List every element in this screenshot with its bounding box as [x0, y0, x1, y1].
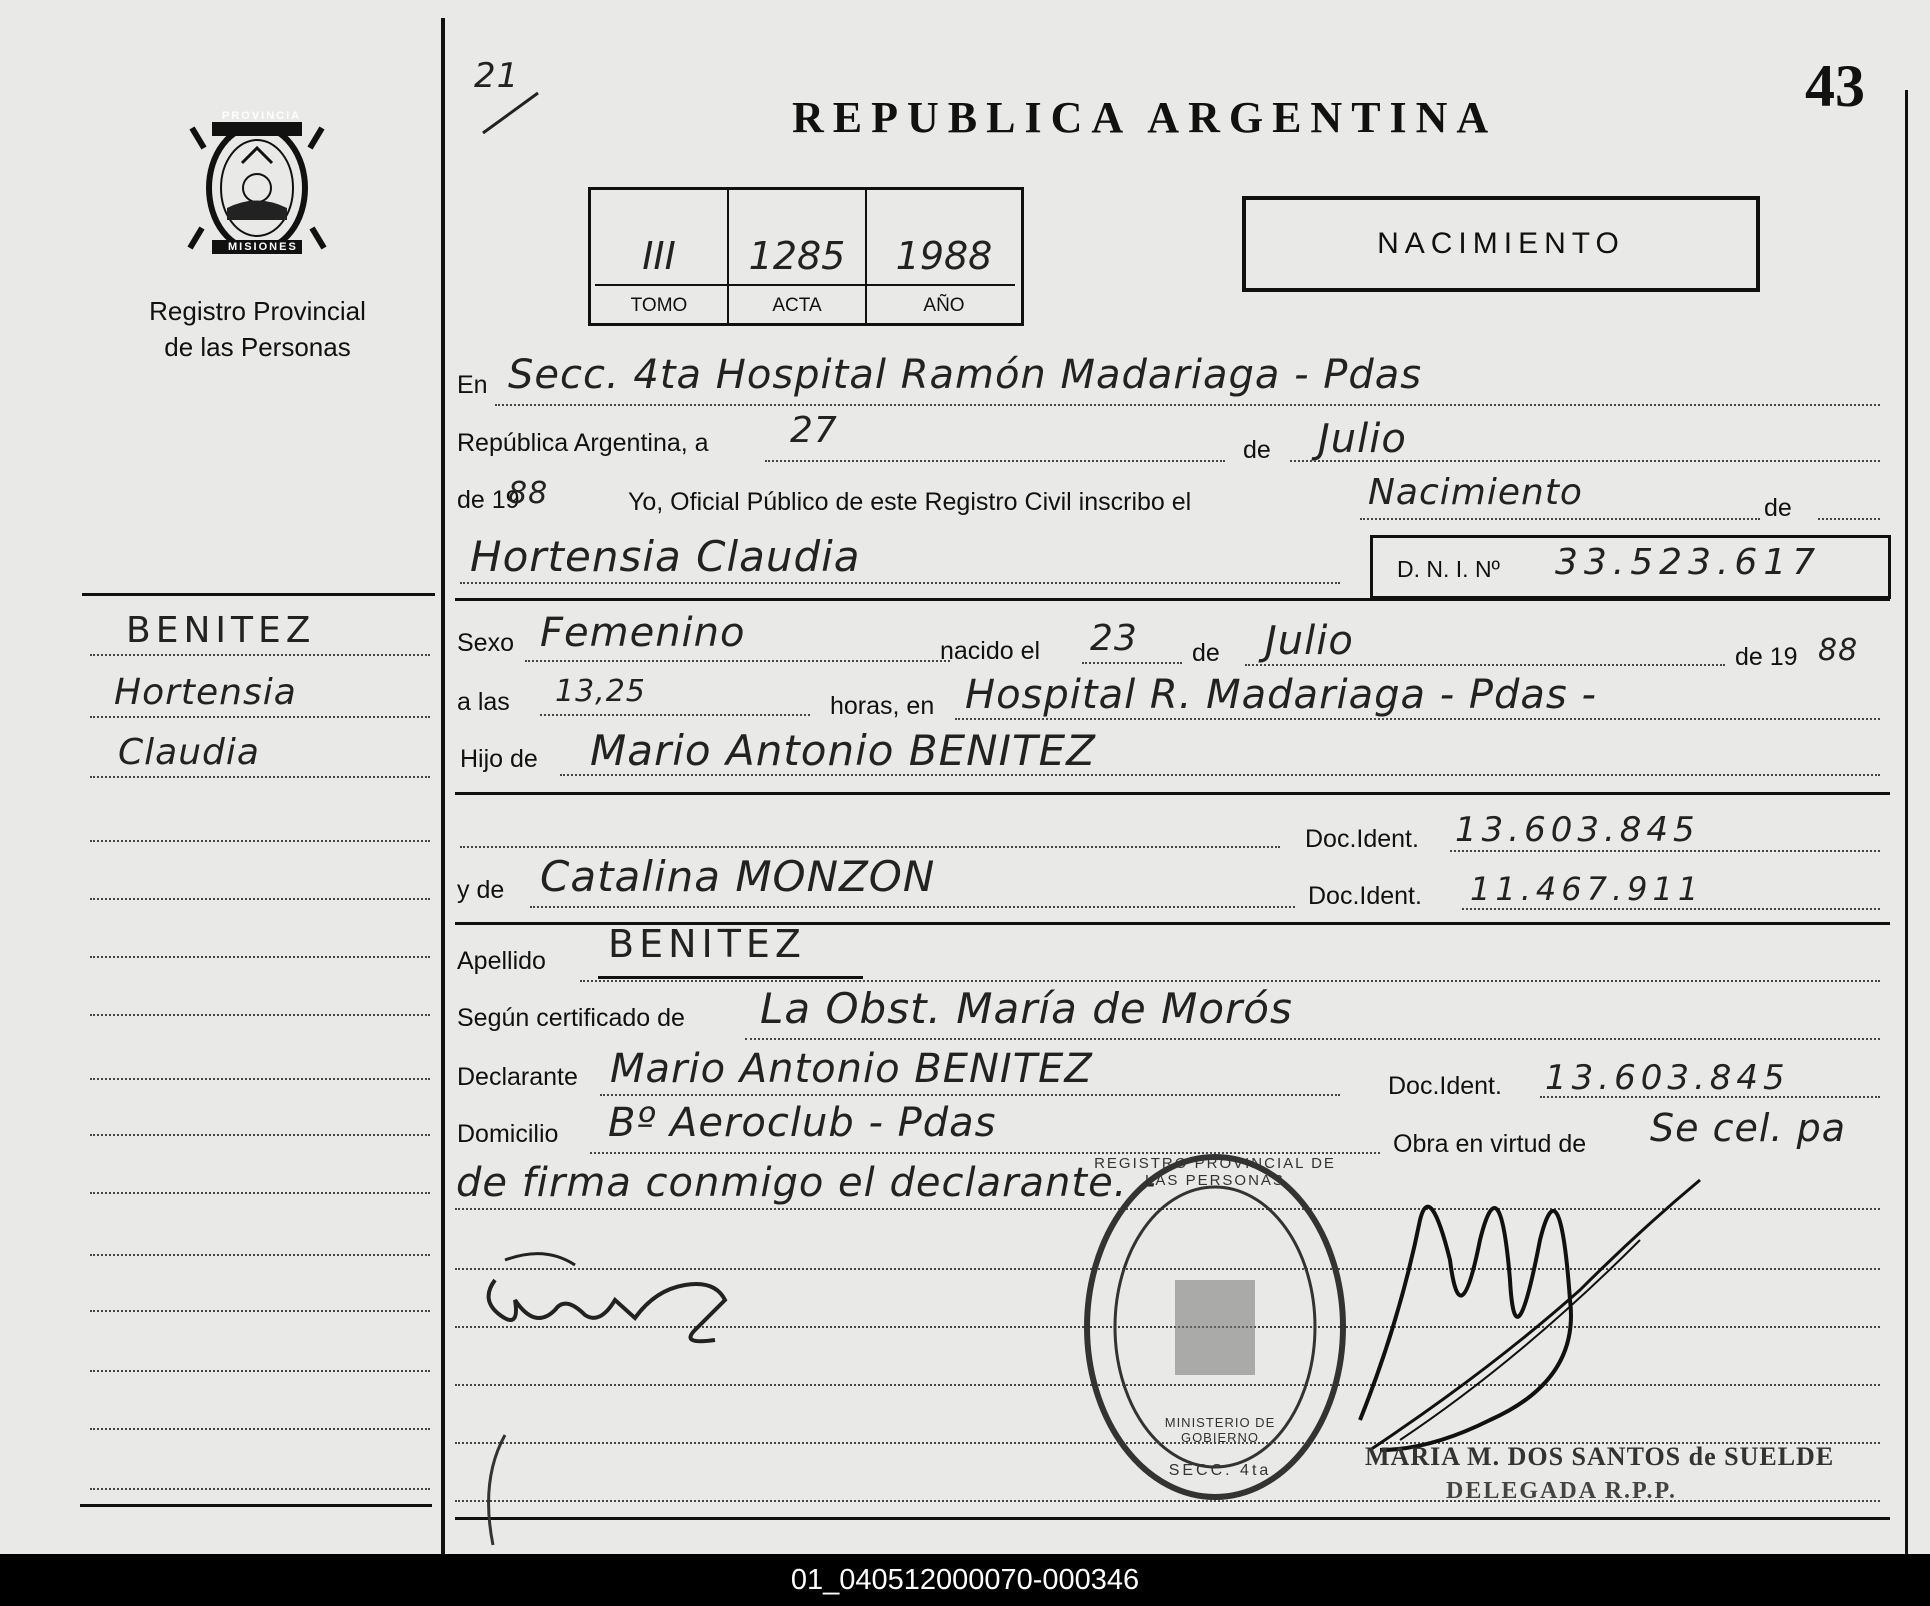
official-name: MARIA M. DOS SANTOS de SUELDE: [1365, 1442, 1835, 1471]
declarante-doc-line: [1540, 1096, 1880, 1098]
register-box-divider: [595, 284, 1015, 286]
padre-doc-value: 13.603.845: [1455, 810, 1700, 850]
alas-label: a las: [457, 688, 510, 716]
acto-value: Nacimiento: [1368, 472, 1583, 513]
margin-surname: BENITEZ: [126, 610, 316, 651]
de2-line: [1818, 518, 1880, 520]
margin-dotline-13: [90, 1370, 430, 1372]
name-line: [460, 582, 1340, 584]
sexo-value: Femenino: [540, 610, 746, 656]
seal-inner-text: MINISTERIO DE GOBIERNO: [1164, 1415, 1276, 1445]
apellido-underline: [598, 976, 863, 979]
hora-value: 13,25: [555, 674, 646, 709]
dni-label: D. N. I. Nº: [1397, 556, 1500, 582]
nac-de-label: de: [1192, 639, 1220, 667]
domicilio-value: Bº Aeroclub - Pdas: [608, 1100, 997, 1146]
margin-dotline-1: [90, 654, 430, 656]
margin-dotline-12: [90, 1310, 430, 1312]
lugar-value: Hospital R. Madariaga - Pdas -: [965, 672, 1597, 718]
child-name: Hortensia Claudia: [470, 532, 861, 581]
nac-mes-line: [1245, 664, 1725, 666]
dni-box: [1370, 535, 1891, 599]
tomo-value: III: [642, 234, 676, 278]
acta-label: ACTA: [772, 295, 822, 316]
seal-ring-text: REGISTRO PROVINCIAL DE LAS PERSONAS: [1094, 1155, 1336, 1189]
madre-value: Catalina MONZON: [540, 852, 936, 901]
en-line: [495, 404, 1880, 406]
acta-cell: [729, 190, 867, 323]
margin-dotline-5: [90, 898, 430, 900]
sexo-line: [525, 660, 950, 662]
tomo-label: TOMO: [630, 295, 688, 316]
nac-anio-value: 88: [1818, 633, 1859, 668]
en-value: Secc. 4ta Hospital Ramón Madariaga - Pdas: [508, 352, 1423, 398]
yde-label: y de: [457, 876, 505, 904]
en-label: En: [457, 371, 488, 399]
nac-mes-value: Julio: [1265, 618, 1354, 664]
madre-doc-value: 11.467.911: [1470, 870, 1704, 908]
padre-line: [560, 774, 1880, 776]
declarante-value: Mario Antonio BENITEZ: [610, 1046, 1093, 1092]
hora-line: [540, 714, 810, 716]
margin-middlename: Claudia: [118, 732, 260, 773]
dni-value: 33.523.617: [1555, 542, 1822, 583]
certificante-value: La Obst. María de Morós: [760, 984, 1293, 1033]
margin-dotline-9: [90, 1134, 430, 1136]
org-line-1: Registro Provincial: [149, 296, 366, 326]
left-bottom-rule: [80, 1504, 432, 1507]
right-rule-4: [455, 1517, 1890, 1520]
declarante-doc-value: 13.603.845: [1545, 1058, 1790, 1098]
margin-dotline-7: [90, 1014, 430, 1016]
de-label-1: de: [1243, 436, 1271, 464]
margin-dotline-4: [90, 840, 430, 842]
main-vertical-rule: [441, 18, 445, 1554]
obra-value: Se cel. pa: [1650, 1106, 1846, 1150]
nota-value: de firma conmigo el declarante. -: [456, 1160, 1157, 1206]
padre-doc-blank-line: [460, 846, 1280, 848]
register-box: [588, 187, 1024, 326]
margin-dotline-6: [90, 956, 430, 958]
mes-line: [1290, 460, 1880, 462]
margin-dotline-14: [90, 1428, 430, 1430]
apellido-label: Apellido: [457, 947, 546, 975]
doc-label-1: Doc.Ident.: [1305, 825, 1419, 853]
apellido-value: BENITEZ: [608, 922, 806, 966]
declarante-line: [600, 1094, 1340, 1096]
margin-dotline-8: [90, 1078, 430, 1080]
yo-label: Yo, Oficial Público de este Registro Civil inscribo el: [628, 488, 1192, 516]
right-rule-2: [455, 792, 1890, 795]
declarant-signature: [475, 1240, 775, 1360]
hijo-label: Hijo de: [460, 745, 538, 773]
margin-dotline-15: [90, 1488, 430, 1490]
madre-line: [530, 906, 1295, 908]
official-title: DELEGADA R.P.P.: [1446, 1478, 1677, 1504]
de19-label: de 19: [457, 486, 520, 514]
official-signature: [1340, 1120, 1720, 1480]
nac-dia-line: [1082, 662, 1182, 664]
org-line-2: de las Personas: [164, 332, 351, 362]
tomo-cell: [591, 190, 729, 323]
margin-dotline-3: [90, 776, 430, 778]
footer-image-id: 01_040512000070-000346: [0, 1554, 1930, 1606]
organization-name: [90, 293, 425, 365]
record-type-box: NACIMIENTO: [1242, 196, 1760, 292]
dia-value: 27: [790, 410, 838, 451]
segun-label: Según certificado de: [457, 1004, 685, 1032]
acto-line: [1360, 518, 1760, 520]
madre-doc-line: [1462, 908, 1880, 910]
doc-label-2: Doc.Ident.: [1308, 882, 1422, 910]
left-top-rule: [82, 593, 435, 596]
emblem-text-top: PROVINCIA: [222, 110, 302, 122]
republica-label: República Argentina, a: [457, 429, 709, 457]
lugar-line: [955, 718, 1880, 720]
corner-slash: [478, 88, 548, 138]
horas-label: horas, en: [830, 692, 935, 720]
document-title: REPUBLICA ARGENTINA: [792, 93, 1498, 142]
nacido-label: nacido el: [940, 637, 1041, 665]
padre-value: Mario Antonio BENITEZ: [590, 726, 1096, 775]
mes-value: Julio: [1318, 416, 1407, 462]
anio-value-text: 88: [508, 476, 549, 511]
margin-pen-stroke: [475, 1430, 515, 1550]
segun-line: [745, 1038, 1880, 1040]
official-seal: [1075, 1145, 1355, 1510]
margin-dotline-11: [90, 1254, 430, 1256]
margin-firstname: Hortensia: [114, 672, 297, 713]
obra-label: Obra en virtud de: [1393, 1130, 1587, 1158]
apellido-line: [580, 980, 1880, 982]
de-label-2: de: [1764, 494, 1792, 522]
seal-bottom-text: SECC. 4ta: [1168, 1462, 1272, 1479]
anio-cell: [867, 190, 1023, 323]
acta-value: 1285: [748, 234, 846, 278]
page-number: 43: [1805, 53, 1865, 119]
doc-label-3: Doc.Ident.: [1388, 1072, 1502, 1100]
emblem-text-bottom: MISIONES: [228, 241, 298, 253]
domicilio-label: Domicilio: [457, 1120, 559, 1148]
padre-doc-line: [1450, 850, 1880, 852]
dia-line: [765, 460, 1225, 462]
sexo-label: Sexo: [457, 629, 514, 657]
nac-dia-value: 23: [1090, 618, 1138, 659]
corner-note: 21: [474, 56, 520, 96]
margin-dotline-2: [90, 716, 430, 718]
declarante-label: Declarante: [457, 1063, 578, 1091]
anio-value: 1988: [895, 234, 993, 278]
nac-anio-label: de 19: [1735, 643, 1798, 671]
anio-label: AÑO: [923, 295, 965, 316]
right-vertical-rule: [1905, 90, 1908, 1554]
margin-dotline-10: [90, 1192, 430, 1194]
